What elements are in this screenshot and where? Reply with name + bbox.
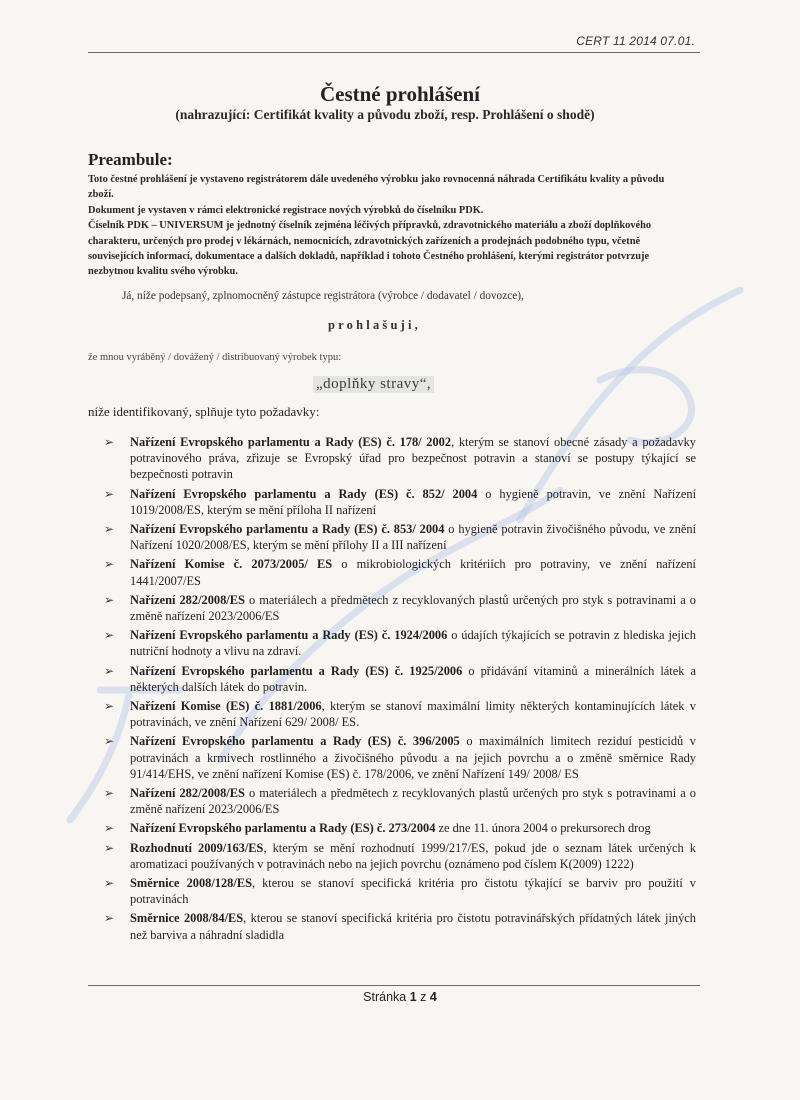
arrow-bullet-icon: ➢ — [104, 435, 115, 449]
regulation-item — [104, 592, 696, 624]
document-title: Čestné prohlášení — [319, 82, 481, 106]
regulation-item — [104, 733, 696, 782]
regulation-title: Nařízení Evropského parlamentu a Rady (ES) č. 178/ 2002 — [130, 435, 452, 449]
arrow-bullet-icon: ➢ — [104, 840, 115, 855]
regulation-description: , kterou se stanoví specifická kritéria pro čistotu potravinářských přídatných látek jiných než barviva a náhradní sladidla — [130, 911, 696, 942]
regulation-description: , kterým se mění rozhodnutí 1999/217/ES, pokud jde o seznam látek určených k aromatizaci používaných v potravinách nebo na jejich povrchu (oznámeno pod číslem K(2009) 1222) — [130, 840, 696, 871]
regulation-item — [104, 875, 696, 907]
regulation-item — [104, 521, 696, 553]
regulation-title: Nařízení Komise č. 2073/2005/ ES — [130, 557, 333, 572]
document-subtitle: (nahrazující: Certifikát kvality a původu zboží, resp. Prohlášení o shodě) — [175, 107, 595, 122]
regulation-description: o údajích týkajících se potravin z hlediska jejich nutriční hodnoty a vlivu na zdraví. — [130, 628, 696, 659]
of-word: z — [420, 990, 427, 1004]
regulation-title: Nařízení 282/2008/ES — [130, 786, 245, 801]
regulation-item — [104, 910, 696, 942]
regulation-item — [104, 434, 696, 483]
regulation-description: o hygieně potravin živočišného původu, ve znění Nařízení 1020/2008/ES, kterým se mění přílohy II a III nařízení — [130, 522, 697, 553]
preamble-heading: Preambule: — [88, 150, 173, 169]
regulation-title: Rozhodnutí 2009/163/ES — [130, 840, 264, 855]
arrow-bullet-icon: ➢ — [104, 821, 115, 836]
regulation-title: Nařízení 282/2008/ES — [130, 592, 245, 607]
regulation-description: o materiálech a předmětech z recyklovaných plastů určených pro styk s potravinami a o změně nařízení 2023/2006/ES — [130, 786, 696, 817]
page-word: Stránka — [363, 990, 407, 1004]
arrow-bullet-icon: ➢ — [104, 911, 115, 926]
regulation-title: Směrnice 2008/84/ES — [130, 911, 244, 926]
regulation-description: o přidávání vitaminů a minerálních látek a některých dalších látek do potravin. — [130, 663, 696, 694]
regulation-description: , kterou se stanoví specifická kritéria pro čistotu týkající se barviv pro použití v potravinách — [130, 876, 696, 907]
regulation-title: Nařízení Evropského parlamentu a Rady (ES) č. 396/2005 — [130, 734, 460, 749]
preamble-paragraph: Toto čestné prohlášení je vystaveno registrátorem dále uvedeného výrobku jako rovnocenná náhrada Certifikátu kvality a původu zboží. — [88, 174, 665, 201]
preamble-paragraph: Číselník PDK – UNIVERSUM je jednotný číselník zejména léčivých přípravků, zdravotnického materiálu a zboží doplňkového charakteru, určených pro prodej v lékárnách, nemocnicích, zdravotnických zařízeních a prodejnách podobného typu, včetně souvisejících informací, dokumentace a dalších dokladů, například i tohoto Čestného prohlášení, kterými registrátor potvrzuje nezbytnou kvalitu svého výrobku. — [88, 220, 652, 278]
regulation-title: Nařízení Evropského parlamentu a Rady (ES) č. 1925/2006 — [130, 663, 463, 678]
regulation-description: o maximálních limitech reziduí pesticidů v potravinách a krmivech rostlinného a živočišného původu a na jejich povrchu a o změně směrnice Rady 91/414/EHS, ve znění nařízení Komise (ES) č. 178/2006, ve znění Nařízení 149/ 2008/ ES — [130, 734, 697, 781]
arrow-bullet-icon: ➢ — [104, 734, 115, 749]
regulation-description: , kterým se stanoví maximální limity některých kontaminujících látek v potravinách, ve znění Nařízení 629/ 2008/ ES. — [130, 699, 696, 730]
arrow-bullet-icon: ➢ — [104, 786, 115, 801]
regulation-item — [104, 627, 696, 659]
arrow-bullet-icon: ➢ — [104, 522, 115, 537]
arrow-bullet-icon: ➢ — [104, 628, 115, 643]
regulation-title: Nařízení Evropského parlamentu a Rady (ES) č. 853/ 2004 — [130, 522, 445, 537]
identified-line: níže identifikovaný, splňuje tyto požadavky: — [88, 404, 320, 419]
regulation-title: Směrnice 2008/128/ES — [130, 876, 252, 891]
regulation-item — [104, 785, 696, 817]
footer-divider — [88, 985, 700, 986]
regulation-item — [104, 556, 696, 588]
certificate-code: CERT 11 2014 07.01. — [576, 34, 695, 48]
total-pages: 4 — [429, 990, 437, 1004]
regulation-description: o materiálech a předmětech z recyklovaných plastů určených pro styk s potravinami a o změně nařízení 2023/2006/ES — [130, 592, 696, 624]
regulation-description: , kterým se stanoví obecné zásady a požadavky potravinového práva, zřizuje se Evropský úřad pro bezpečnost potravin a stanoví se postupy týkající se bezpečnosti potravin — [130, 435, 696, 482]
product-type-line: že mnou vyráběný / dovážený / distribuovaný výrobek typu: — [88, 352, 342, 363]
arrow-bullet-icon: ➢ — [104, 699, 115, 714]
regulation-title: Nařízení Komise (ES) č. 1881/2006 — [130, 699, 322, 714]
arrow-bullet-icon: ➢ — [104, 663, 115, 678]
regulation-item — [104, 820, 696, 836]
regulation-description: ze dne 11. února 2004 o prekursorech drog — [435, 821, 651, 836]
regulation-title: Nařízení Evropského parlamentu a Rady (ES) č. 273/2004 — [130, 821, 436, 836]
header-divider — [88, 52, 700, 53]
arrow-bullet-icon: ➢ — [104, 876, 115, 891]
preamble-paragraph: Dokument je vystaven v rámci elektronické registrace nových výrobků do číselníku PDK. — [88, 204, 484, 216]
page-counter — [0, 990, 800, 1004]
regulation-item — [104, 840, 696, 872]
preamble-text — [88, 172, 688, 280]
arrow-bullet-icon: ➢ — [104, 592, 115, 607]
regulation-item — [104, 486, 696, 518]
regulation-title: Nařízení Evropského parlamentu a Rady (ES) č. 1924/2006 — [130, 628, 448, 643]
declare-heading: prohlašuji, — [328, 318, 421, 332]
regulation-title: Nařízení Evropského parlamentu a Rady (ES) č. 852/ 2004 — [130, 486, 478, 501]
declarant-line: Já, níže podepsaný, zplnomocněný zástupce registrátora (výrobce / dodavatel / dovozce), — [122, 290, 524, 302]
regulation-description: o hygieně potravin, ve znění Nařízení 1019/2008/ES, kterým se mění příloha II nařízení — [130, 486, 697, 517]
arrow-bullet-icon: ➢ — [104, 557, 115, 572]
arrow-bullet-icon: ➢ — [104, 486, 115, 501]
current-page: 1 — [409, 990, 417, 1004]
product-category: „doplňky stravy“, — [313, 376, 434, 393]
regulation-description: o mikrobiologických kritériích pro potraviny, ve znění nařízení 1441/2007/ES — [130, 557, 696, 588]
regulations-list — [104, 434, 696, 946]
regulation-item — [104, 663, 696, 695]
regulation-item — [104, 698, 696, 730]
